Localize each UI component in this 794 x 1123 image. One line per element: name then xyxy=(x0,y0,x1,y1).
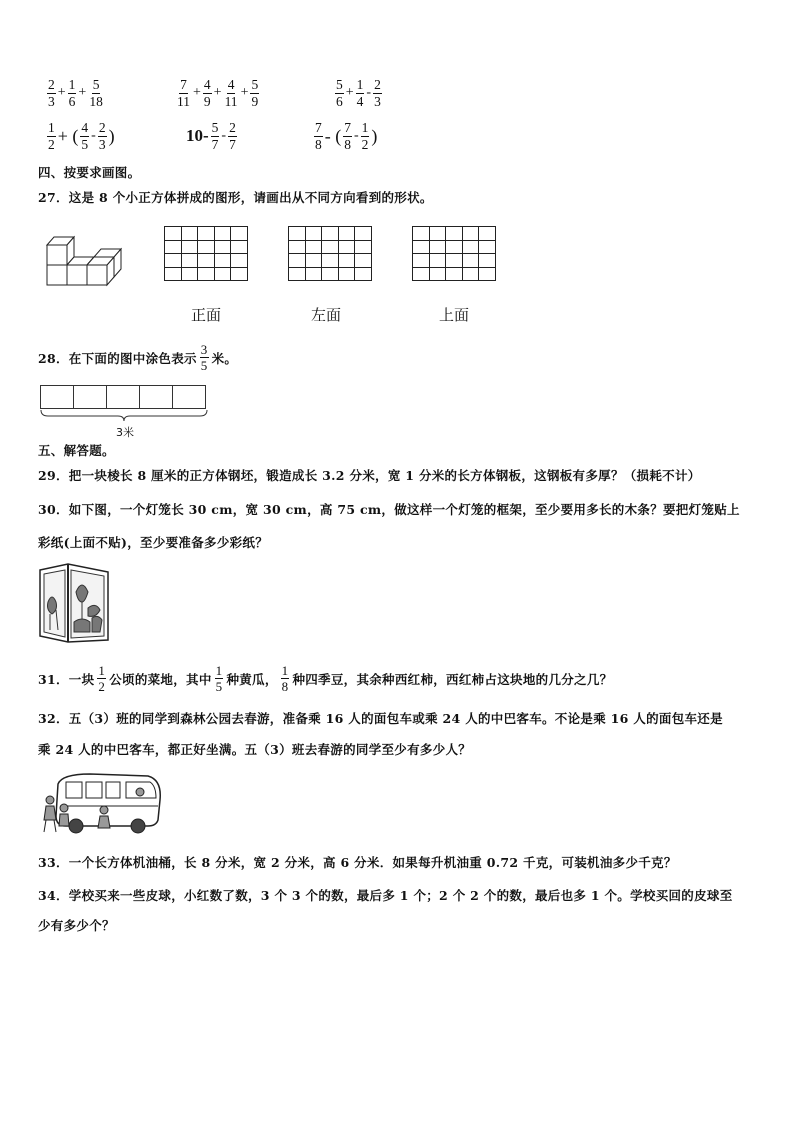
operator: + ( xyxy=(57,125,79,146)
strip-diagram[interactable] xyxy=(41,385,206,409)
grid-cell[interactable] xyxy=(165,240,182,254)
fraction xyxy=(80,121,89,151)
denominator: 9 xyxy=(203,93,211,109)
numerator: 1 xyxy=(361,120,369,135)
calc-row1-c xyxy=(334,78,383,108)
numerator: 1 xyxy=(281,663,289,678)
grid-cell[interactable] xyxy=(429,254,446,268)
numerator: 1 xyxy=(215,663,223,678)
grid-cell[interactable] xyxy=(214,254,231,268)
fraction xyxy=(314,121,323,151)
numerator: 4 xyxy=(81,120,89,135)
numerator: 5 xyxy=(251,77,259,92)
fraction xyxy=(47,121,56,151)
left-view-label: 左面 xyxy=(311,306,342,324)
denominator: 6 xyxy=(336,93,343,109)
operator: + xyxy=(345,85,354,100)
grid-cell[interactable] xyxy=(181,240,198,254)
grid-cell[interactable] xyxy=(413,254,430,268)
denominator: 5 xyxy=(215,679,223,694)
strip-cell[interactable] xyxy=(106,385,140,409)
fraction xyxy=(356,78,365,108)
question-31 xyxy=(38,664,612,693)
question-31-part-b: 公顷的菜地，其中 xyxy=(109,671,212,687)
grid-cell[interactable] xyxy=(322,240,339,254)
strip-cell[interactable] xyxy=(172,385,206,409)
calc-row1-b xyxy=(175,78,260,108)
grid-cell[interactable] xyxy=(446,254,463,268)
denominator: 3 xyxy=(98,136,106,152)
top-view-label: 上面 xyxy=(439,306,470,324)
fraction-1-2 xyxy=(97,664,106,693)
grid-cell[interactable] xyxy=(446,267,463,281)
fraction xyxy=(203,78,212,108)
denominator: 2 xyxy=(98,679,106,694)
question-31-part-a: 31．一块 xyxy=(38,671,95,687)
expr-lead: 10- xyxy=(186,126,209,145)
question-27: 27．这是 8 个小正方体拼成的图形，请画出从不同方向看到的形状。 xyxy=(38,190,433,205)
operator: - xyxy=(91,128,96,143)
grid-cell[interactable] xyxy=(322,254,339,268)
grid-cell[interactable] xyxy=(338,254,355,268)
grid-cell[interactable] xyxy=(165,267,182,281)
grid-cell[interactable] xyxy=(289,254,306,268)
strip-cell[interactable] xyxy=(139,385,173,409)
denominator: 11 xyxy=(224,93,238,109)
calc-row1-a xyxy=(46,78,105,108)
numerator: 7 xyxy=(315,120,322,135)
question-34-line1: 34．学校买来一些皮球，小红数了数，3 个 3 个的数，最后多 1 个；2 个 2 个的数，最后也多 1 个。学校买回的皮球至 xyxy=(38,888,733,903)
strip-brace xyxy=(40,409,210,423)
front-view-grid[interactable] xyxy=(164,226,248,281)
numerator: 2 xyxy=(374,77,381,92)
grid-cell[interactable] xyxy=(231,254,248,268)
denominator: 5 xyxy=(200,358,208,373)
denominator: 3 xyxy=(48,93,55,109)
operator: - xyxy=(366,85,372,100)
operator: ) xyxy=(108,125,115,146)
numerator: 3 xyxy=(200,342,208,357)
calc-row2-c xyxy=(313,121,378,151)
grid-cell[interactable] xyxy=(413,267,430,281)
grid-cell[interactable] xyxy=(462,240,479,254)
question-31-part-c: 种黄瓜， xyxy=(226,671,278,687)
front-view-label: 正面 xyxy=(191,306,222,324)
grid-cell[interactable] xyxy=(231,267,248,281)
operator: + xyxy=(240,85,249,100)
grid-cell[interactable] xyxy=(305,254,322,268)
grid-cell[interactable] xyxy=(289,267,306,281)
operator: - ( xyxy=(324,125,342,146)
section-5-heading: 五、解答题。 xyxy=(38,443,115,458)
top-view-grid[interactable] xyxy=(412,226,496,281)
grid-cell[interactable] xyxy=(462,227,479,241)
question-31-part-d: 种四季豆，其余种西红柿，西红柿占这块地的几分之几？ xyxy=(292,671,613,687)
fraction xyxy=(98,121,107,151)
numerator: 1 xyxy=(68,77,76,92)
question-28 xyxy=(38,343,237,372)
grid-cell[interactable] xyxy=(446,227,463,241)
fraction xyxy=(176,78,191,108)
question-34-line2: 少有多少个？ xyxy=(38,918,115,933)
denominator: 8 xyxy=(344,136,351,152)
fraction-1-8 xyxy=(281,664,290,693)
numerator: 1 xyxy=(356,77,364,92)
section-4-heading: 四、按要求画图。 xyxy=(38,165,141,180)
grid-cell[interactable] xyxy=(479,240,496,254)
bus-illustration xyxy=(40,770,164,836)
fraction xyxy=(343,121,352,151)
grid-cell[interactable] xyxy=(214,227,231,241)
question-30-line2: 彩纸(上面不贴)，至少要准备多少彩纸？ xyxy=(38,535,269,550)
grid-cell[interactable] xyxy=(198,254,215,268)
numerator: 2 xyxy=(229,120,236,135)
numerator: 5 xyxy=(336,77,343,92)
numerator: 2 xyxy=(98,120,106,135)
grid-cell[interactable] xyxy=(165,254,182,268)
question-32-line1: 32．五（3）班的同学到森林公园去春游，准备乘 16 人的面包车或乘 24 人的中巴客车。不论是乘 16 人的面包车还是 xyxy=(38,711,723,726)
grid-cell[interactable] xyxy=(479,254,496,268)
grid-cell[interactable] xyxy=(479,267,496,281)
fraction-3-5 xyxy=(200,343,209,372)
grid-cell[interactable] xyxy=(289,227,306,241)
denominator: 4 xyxy=(356,93,364,109)
denominator: 11 xyxy=(177,93,190,109)
grid-cell[interactable] xyxy=(198,240,215,254)
grid-cell[interactable] xyxy=(413,240,430,254)
operator: - xyxy=(221,128,227,143)
grid-cell[interactable] xyxy=(231,227,248,241)
denominator: 2 xyxy=(361,136,369,152)
grid-cell[interactable] xyxy=(462,267,479,281)
grid-cell[interactable] xyxy=(165,227,182,241)
numerator: 4 xyxy=(203,77,211,92)
cube-stack-figure xyxy=(44,230,124,288)
fraction xyxy=(224,78,239,108)
denominator: 6 xyxy=(68,93,76,109)
strip-length-label: 3米 xyxy=(116,426,134,439)
grid-cell[interactable] xyxy=(338,227,355,241)
grid-cell[interactable] xyxy=(355,227,372,241)
fraction xyxy=(211,121,220,151)
grid-cell[interactable] xyxy=(305,240,322,254)
numerator: 1 xyxy=(98,663,106,678)
grid-cell[interactable] xyxy=(289,240,306,254)
question-33: 33．一个长方体机油桶，长 8 分米，宽 2 分米，高 6 分米．如果每升机油重 0.72 千克，可装机油多少千克？ xyxy=(38,855,677,870)
numerator: 2 xyxy=(48,77,55,92)
grid-cell[interactable] xyxy=(338,240,355,254)
operator: + xyxy=(57,85,66,100)
grid-cell[interactable] xyxy=(355,267,372,281)
question-28-suffix: 米。 xyxy=(211,350,238,366)
calc-row2-b xyxy=(186,121,238,151)
denominator: 7 xyxy=(229,136,236,152)
grid-cell[interactable] xyxy=(181,254,198,268)
grid-cell[interactable] xyxy=(413,227,430,241)
grid-cell[interactable] xyxy=(214,240,231,254)
grid-cell[interactable] xyxy=(181,267,198,281)
grid-cell[interactable] xyxy=(231,240,248,254)
operator: ) xyxy=(371,125,378,146)
denominator: 7 xyxy=(211,136,219,152)
denominator: 2 xyxy=(48,136,55,152)
numerator: 5 xyxy=(211,120,219,135)
denominator: 18 xyxy=(89,93,103,109)
grid-cell[interactable] xyxy=(305,227,322,241)
numerator: 1 xyxy=(48,120,55,135)
grid-cell[interactable] xyxy=(429,267,446,281)
numerator: 7 xyxy=(344,120,351,135)
grid-cell[interactable] xyxy=(446,240,463,254)
grid-cell[interactable] xyxy=(355,240,372,254)
operator: + xyxy=(193,85,201,100)
denominator: 8 xyxy=(315,136,322,152)
grid-cell[interactable] xyxy=(338,267,355,281)
grid-cell[interactable] xyxy=(429,227,446,241)
operator: - xyxy=(354,128,359,143)
denominator: 9 xyxy=(251,93,259,109)
question-28-prefix: 28．在下面的图中涂色表示 xyxy=(38,350,197,366)
numerator: 5 xyxy=(92,77,100,92)
question-32-line2: 乘 24 人的中巴客车，都正好坐满。五（3）班去春游的同学至少有多少人？ xyxy=(38,742,472,757)
numerator: 7 xyxy=(180,77,187,92)
left-view-grid[interactable] xyxy=(288,226,372,281)
fraction xyxy=(47,78,56,108)
fraction xyxy=(250,78,259,108)
grid-cell[interactable] xyxy=(479,227,496,241)
calc-row2-a xyxy=(46,121,116,151)
fraction xyxy=(88,78,104,108)
fraction xyxy=(228,121,237,151)
question-30-line1: 30．如下图，一个灯笼长 30 cm，宽 30 cm，高 75 cm，做这样一个灯笼的框架，至少要用多长的木条？要把灯笼贴上 xyxy=(38,502,740,517)
fraction xyxy=(335,78,344,108)
fraction xyxy=(68,78,77,108)
numerator: 4 xyxy=(227,77,235,92)
grid-cell[interactable] xyxy=(462,254,479,268)
denominator: 8 xyxy=(281,679,289,694)
fraction-1-5 xyxy=(215,664,224,693)
grid-cell[interactable] xyxy=(355,254,372,268)
denominator: 5 xyxy=(81,136,89,152)
lantern-illustration xyxy=(36,562,112,644)
grid-cell[interactable] xyxy=(305,267,322,281)
operator: + xyxy=(78,85,87,100)
grid-cell[interactable] xyxy=(214,267,231,281)
grid-cell[interactable] xyxy=(429,240,446,254)
fraction xyxy=(373,78,382,108)
operator: + xyxy=(213,85,222,100)
grid-cell[interactable] xyxy=(198,227,215,241)
grid-cell[interactable] xyxy=(198,267,215,281)
strip-cell[interactable] xyxy=(73,385,107,409)
strip-cell[interactable] xyxy=(40,385,74,409)
grid-cell[interactable] xyxy=(322,267,339,281)
denominator: 3 xyxy=(374,93,381,109)
fraction xyxy=(361,121,370,151)
grid-cell[interactable] xyxy=(322,227,339,241)
grid-cell[interactable] xyxy=(181,227,198,241)
question-29: 29．把一块棱长 8 厘米的正方体钢坯，锻造成长 3.2 分米，宽 1 分米的长方体钢板，这钢板有多厚？（损耗不计） xyxy=(38,468,701,483)
